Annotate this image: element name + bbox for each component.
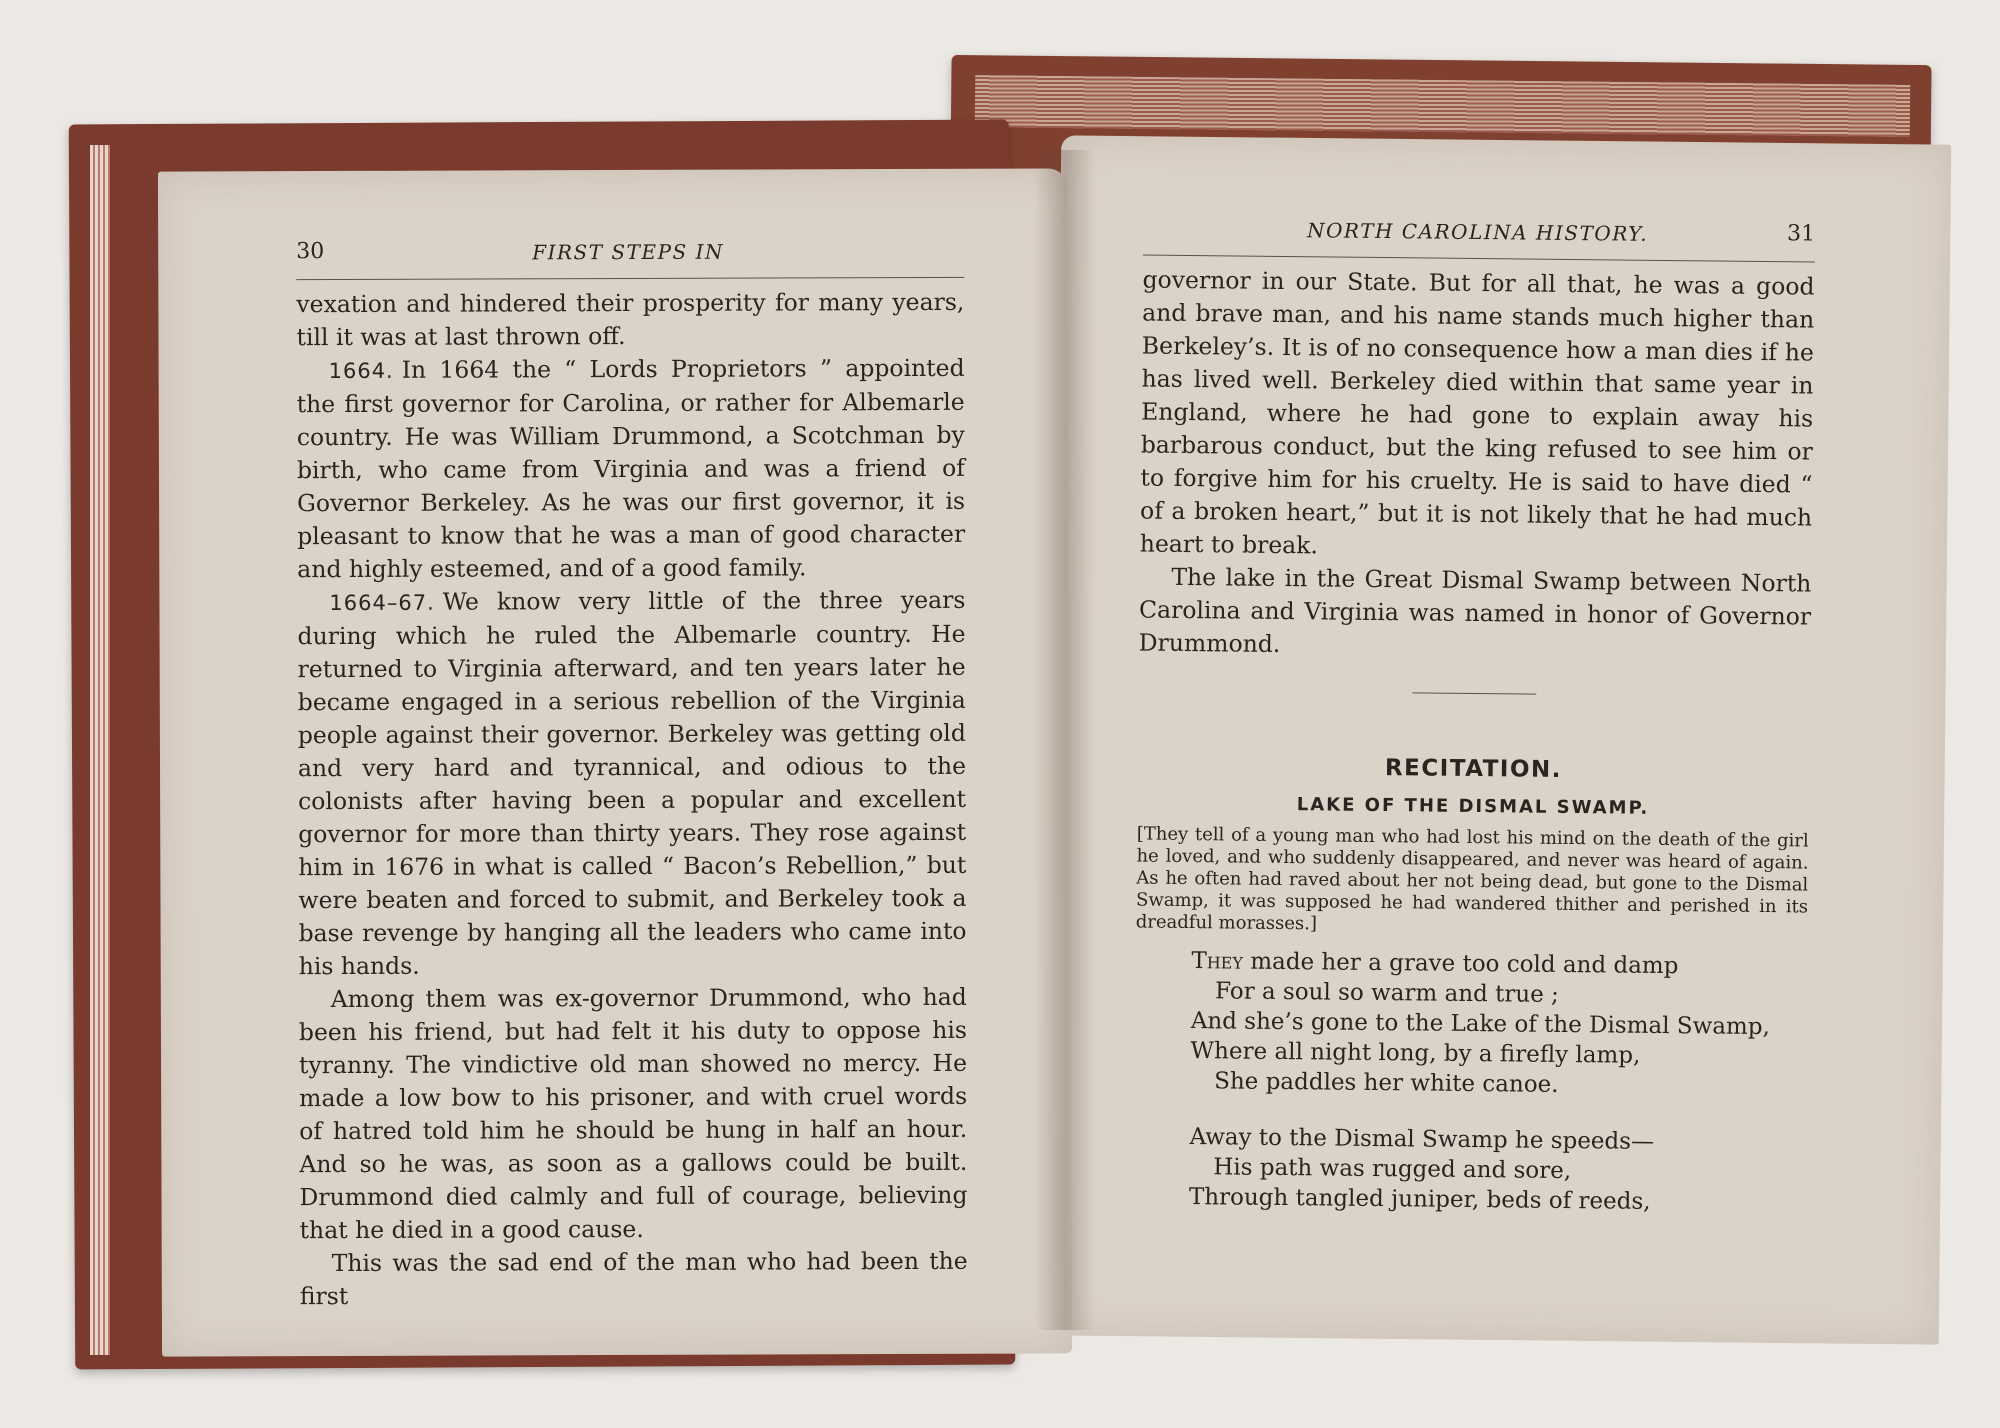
right-running-head bbox=[1143, 215, 1815, 262]
poem-line: And she’s gone to the Lake of the Dismal Swamp, bbox=[1190, 1008, 1770, 1041]
recitation-heading: RECITATION. bbox=[1384, 755, 1563, 783]
poem-note: [They tell of a young man who had lost his mind on the death of the girl he loved, and who suddenly disappeared, and never was heard of again. As he often had raved about her not being dead, but gone to the Dismal Swamp, it was supposed he had wandered thither and perished in its dreadful morasses.] bbox=[1135, 823, 1809, 935]
year-marker: 1664. bbox=[328, 358, 394, 384]
poem-line: Away to the Dismal Swamp he speeds— bbox=[1189, 1124, 1655, 1155]
poem-line: They made her a grave too cold and damp bbox=[1191, 948, 1679, 980]
right-body-text bbox=[1139, 264, 1815, 667]
running-head-title: FIRST STEPS IN bbox=[532, 239, 725, 265]
left-running-head bbox=[296, 237, 964, 279]
left-page-content bbox=[296, 237, 968, 1313]
poem-title: LAKE OF THE DISMAL SWAMP. bbox=[1296, 794, 1650, 819]
page-edges-left bbox=[90, 145, 110, 1355]
paragraph: governor in our State. But for all that, he was a good and brave man, and his name stands much higher than Berkeley’s. It is of no consequence how a man dies if he has lived well. Berkeley died within that same year in England, where he had gone to explain away his barbarous conduct, but the king refused to see him or to forgive him for his cruelty. He is said to have died “ of a broken heart,” but it is not likely that he had much heart to break. bbox=[1139, 265, 1815, 560]
book-gutter bbox=[1035, 150, 1095, 1330]
paragraph: vexation and hindered their prosperity for many years, till it was at last thrown off. bbox=[296, 287, 965, 352]
running-head-title: NORTH CAROLINA HISTORY. bbox=[1306, 218, 1649, 246]
paragraph: 1664. In 1664 the “ Lords Proprietors ” appointed the first governor for Carolina, or rather for Albemarle country. He was William Drummond, a Scotchman by birth, who came from Virginia and was a friend of Governor Berkeley. As he was our first governor, it is pleasant to know that he was a man of good character and highly esteemed, and of a good family. bbox=[296, 353, 966, 584]
page-number: 30 bbox=[296, 239, 325, 265]
year-marker: 1664–67. bbox=[329, 590, 435, 616]
paragraph: This was the sad end of the man who had been the first bbox=[299, 1246, 968, 1311]
poem-line: Where all night long, by a firefly lamp, bbox=[1190, 1038, 1641, 1069]
paragraph: 1664–67. We know very little of the three years during which he ruled the Albemarle country. He returned to Virginia afterward, and ten years later he became engaged in a serious rebellion of the Virginia people against their governor. Berkeley was getting old and very hard and tyrannical, and odious to the colonists after having been a popular and excellent governor for more than thirty years. They rose against him in 1676 in what is called “ Bacon’s Rebellion,” but were beaten and forced to submit, and Berkeley took a base revenge by hanging all the leaders who came into his hands. bbox=[297, 585, 967, 981]
page-edges-top bbox=[975, 75, 1910, 137]
poem-line: She paddles her white canoe. bbox=[1214, 1068, 1559, 1098]
paragraph: Among them was ex-governor Drummond, who had been his friend, but had felt it his duty to oppose his tyranny. The vindictive old man showed no mercy. He made a low bow to his prisoner, and with cruel words of hatred told him he should be hung in half an hour. And so he was, as soon as a gallows could be built. Drummond died calmly and full of courage, believing that he died in a good cause. bbox=[298, 982, 968, 1245]
section-divider bbox=[1412, 692, 1536, 694]
page-number: 31 bbox=[1786, 221, 1816, 247]
poem bbox=[1189, 946, 1808, 1218]
paragraph: The lake in the Great Dismal Swamp between North Carolina and Virginia was named in honor of Governor Drummond. bbox=[1138, 562, 1812, 658]
right-page-content bbox=[1133, 215, 1815, 1219]
poem-line: For a soul so warm and true ; bbox=[1214, 978, 1559, 1008]
poem-line: His path was rugged and sore, bbox=[1213, 1154, 1572, 1185]
left-body-text bbox=[296, 286, 968, 1313]
poem-line: Through tangled juniper, beds of reeds, bbox=[1188, 1184, 1651, 1215]
